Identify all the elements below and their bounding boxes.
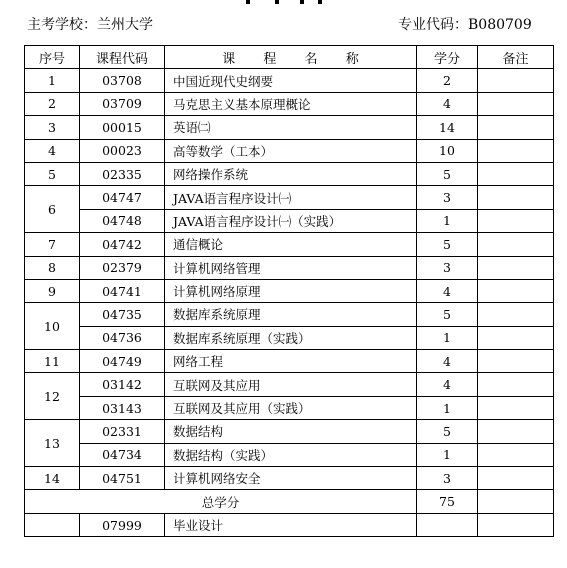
row-no: 10 xyxy=(25,303,80,350)
row-remark xyxy=(478,373,554,396)
row-no: 7 xyxy=(25,233,80,256)
row-no: 1 xyxy=(25,69,80,92)
row-credit: 3 xyxy=(417,186,478,209)
row-credit: 1 xyxy=(417,396,478,419)
row-name: 计算机网络安全 xyxy=(165,467,417,490)
row-name: 数据库系统原理 xyxy=(165,303,417,326)
row-credit: 1 xyxy=(417,209,478,232)
row-code: 02335 xyxy=(80,162,165,185)
row-code: 03143 xyxy=(80,396,165,419)
table-row xyxy=(25,443,554,466)
row-code: 04748 xyxy=(80,209,165,232)
row-name: 数据库系统原理（实践） xyxy=(165,326,417,349)
row-no: 14 xyxy=(25,467,80,490)
row-no: 13 xyxy=(25,420,80,467)
row-code: 04736 xyxy=(80,326,165,349)
row-no: 2 xyxy=(25,92,80,115)
table-row xyxy=(25,209,554,232)
row-remark xyxy=(478,420,554,443)
thesis-credit xyxy=(417,513,478,536)
row-remark xyxy=(478,233,554,256)
row-remark xyxy=(478,92,554,115)
table-row xyxy=(25,279,554,302)
row-remark xyxy=(478,209,554,232)
row-code: 03709 xyxy=(80,92,165,115)
thesis-name: 毕业设计 xyxy=(165,513,417,536)
row-credit: 4 xyxy=(417,92,478,115)
row-name: 高等数学（工本） xyxy=(165,139,417,162)
row-remark xyxy=(478,467,554,490)
row-remark xyxy=(478,116,554,139)
table-row xyxy=(25,162,554,185)
row-credit: 1 xyxy=(417,326,478,349)
row-credit: 4 xyxy=(417,373,478,396)
col-header-code: 课程代码 xyxy=(80,46,165,69)
row-remark xyxy=(478,443,554,466)
table-row xyxy=(25,139,554,162)
row-no: 12 xyxy=(25,373,80,420)
row-remark xyxy=(478,162,554,185)
table-row xyxy=(25,303,554,326)
row-name: 马克思主义基本原理概论 xyxy=(165,92,417,115)
table-row xyxy=(25,373,554,396)
row-code: 04734 xyxy=(80,443,165,466)
row-no: 4 xyxy=(25,139,80,162)
row-credit: 4 xyxy=(417,350,478,373)
row-credit: 4 xyxy=(417,279,478,302)
table-row xyxy=(25,233,554,256)
table-row xyxy=(25,467,554,490)
row-remark xyxy=(478,279,554,302)
table-row xyxy=(25,396,554,419)
total-row xyxy=(25,490,554,513)
row-code: 04749 xyxy=(80,350,165,373)
row-code: 02379 xyxy=(80,256,165,279)
row-no: 6 xyxy=(25,186,80,233)
row-credit: 10 xyxy=(417,139,478,162)
total-label: 总学分 xyxy=(25,490,417,513)
row-remark xyxy=(478,350,554,373)
row-remark xyxy=(478,326,554,349)
row-credit: 1 xyxy=(417,443,478,466)
row-code: 03708 xyxy=(80,69,165,92)
row-name: 英语㈡ xyxy=(165,116,417,139)
table-row xyxy=(25,186,554,209)
row-name: 互联网及其应用 xyxy=(165,373,417,396)
thesis-code: 07999 xyxy=(80,513,165,536)
row-credit: 14 xyxy=(417,116,478,139)
col-header-credit: 学分 xyxy=(417,46,478,69)
row-code: 00023 xyxy=(80,139,165,162)
row-credit: 3 xyxy=(417,256,478,279)
table-row xyxy=(25,69,554,92)
thesis-no xyxy=(25,513,80,536)
row-name: 网络工程 xyxy=(165,350,417,373)
total-credits: 75 xyxy=(417,490,478,513)
row-name: 中国近现代史纲要 xyxy=(165,69,417,92)
row-name: 互联网及其应用（实践） xyxy=(165,396,417,419)
row-credit: 2 xyxy=(417,69,478,92)
major-code-label: 专业代码：B080709 xyxy=(398,17,532,33)
row-name: 通信概论 xyxy=(165,233,417,256)
total-remark xyxy=(478,490,554,513)
row-code: 03142 xyxy=(80,373,165,396)
row-no: 9 xyxy=(25,279,80,302)
table-row xyxy=(25,116,554,139)
row-name: 数据结构（实践） xyxy=(165,443,417,466)
row-remark xyxy=(478,139,554,162)
table-header-row xyxy=(25,46,554,69)
row-remark xyxy=(478,69,554,92)
table-row xyxy=(25,420,554,443)
row-no: 3 xyxy=(25,116,80,139)
row-no: 5 xyxy=(25,162,80,185)
row-remark xyxy=(478,256,554,279)
thesis-row xyxy=(25,513,554,536)
course-table xyxy=(24,45,554,537)
table-row xyxy=(25,326,554,349)
row-no: 11 xyxy=(25,350,80,373)
row-code: 04741 xyxy=(80,279,165,302)
row-code: 04735 xyxy=(80,303,165,326)
row-name: 计算机网络原理 xyxy=(165,279,417,302)
col-header-no: 序号 xyxy=(25,46,80,69)
row-name: JAVA语言程序设计㈠（实践） xyxy=(165,209,417,232)
table-row xyxy=(25,256,554,279)
row-code: 04747 xyxy=(80,186,165,209)
row-name: 网络操作系统 xyxy=(165,162,417,185)
row-name: 数据结构 xyxy=(165,420,417,443)
cropped-title-remnant xyxy=(0,0,567,6)
col-header-remark: 备注 xyxy=(478,46,554,69)
table-row xyxy=(25,92,554,115)
row-name: 计算机网络管理 xyxy=(165,256,417,279)
thesis-remark xyxy=(478,513,554,536)
row-code: 04742 xyxy=(80,233,165,256)
row-remark xyxy=(478,303,554,326)
row-code: 04751 xyxy=(80,467,165,490)
row-remark xyxy=(478,396,554,419)
row-credit: 3 xyxy=(417,467,478,490)
row-code: 00015 xyxy=(80,116,165,139)
row-no: 8 xyxy=(25,256,80,279)
row-remark xyxy=(478,186,554,209)
col-header-name: 课 程 名 称 xyxy=(165,46,417,69)
row-credit: 5 xyxy=(417,420,478,443)
row-credit: 5 xyxy=(417,233,478,256)
row-credit: 5 xyxy=(417,162,478,185)
row-credit: 5 xyxy=(417,303,478,326)
row-name: JAVA语言程序设计㈠ xyxy=(165,186,417,209)
table-row xyxy=(25,350,554,373)
row-code: 02331 xyxy=(80,420,165,443)
school-label: 主考学校：兰州大学 xyxy=(27,17,153,33)
